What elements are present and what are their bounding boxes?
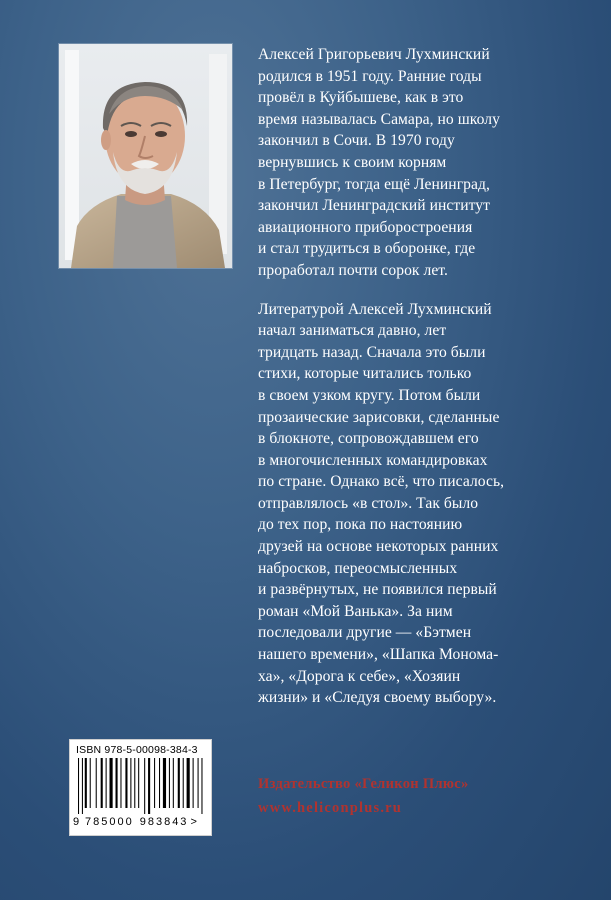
bio-line: прозаические зарисовки, сделанные	[258, 408, 500, 426]
barcode-arrow: >	[190, 816, 197, 828]
bio-line: до тех пор, пока по настоянию	[258, 516, 463, 534]
bio-line: по стране. Однако всё, что писалось,	[258, 473, 505, 491]
publisher-website: www.heliconplus.ru	[258, 800, 403, 816]
barcode-bar	[125, 758, 127, 808]
bio-line: тридцать назад. Сначала это были	[258, 343, 486, 361]
barcode-bar	[101, 758, 103, 808]
barcode-bar	[106, 758, 107, 808]
bio-line: Алексей Григорьевич Лухминский	[258, 46, 490, 63]
barcode-bar	[120, 758, 121, 808]
barcode-bar	[82, 758, 83, 814]
bio-line: в своем узком кругу. Потом были	[258, 386, 481, 404]
barcode-bar	[110, 758, 113, 808]
barcode-bar	[85, 758, 87, 808]
barcode-bar	[134, 758, 135, 808]
barcode-bar	[163, 758, 166, 808]
barcode-bar	[116, 758, 118, 808]
barcode-bar	[201, 758, 202, 814]
publisher-name: Издательство «Геликон Плюс»	[258, 776, 469, 792]
barcode-first-digit: 9	[73, 816, 80, 828]
barcode-bar	[154, 758, 155, 808]
bio-line: стихи, которые читались только	[258, 365, 472, 383]
bio-line: родился в 1951 году. Ранние годы	[258, 67, 482, 85]
barcode-bar	[178, 758, 180, 808]
barcode-bar	[78, 758, 79, 814]
bio-line: авиационного приборостроения	[258, 218, 473, 236]
bio-line: нашего времени», «Шапка Монома-	[258, 646, 499, 664]
biography-paragraph-2	[258, 299, 578, 709]
bio-line: в блокноте, сопровождавшем его	[258, 430, 479, 448]
barcode-group-1: 785000	[85, 816, 134, 828]
bio-line: набросков, переосмысленных	[258, 559, 458, 577]
bio-line: жизни» и «Следуя своему выбору».	[258, 689, 497, 707]
bio-line: роман «Мой Ванька». За ним	[258, 602, 453, 620]
bio-line: провёл в Куйбышеве, как в это	[258, 89, 464, 107]
publisher-info	[258, 772, 469, 820]
author-biography	[258, 44, 578, 709]
bio-line: последовали другие — «Бэтмен	[258, 624, 472, 642]
bio-line: в Петербург, тогда ещё Ленинград,	[258, 175, 490, 193]
bio-line: в многочисленных командировках	[258, 451, 488, 469]
bio-line: ха», «Дорога к себе», «Хозяин	[258, 667, 461, 685]
author-portrait-image	[59, 44, 232, 268]
barcode-bars	[76, 758, 204, 814]
barcode-bar	[173, 758, 174, 808]
bio-line: отправлялось «в стол». Так было	[258, 494, 479, 512]
barcode-digits	[70, 816, 211, 828]
bio-line: друзей на основе некоторых ранних	[258, 538, 499, 556]
bio-line: проработал почти сорок лет.	[258, 261, 448, 279]
bio-line: Литературой Алексей Лухминский	[258, 300, 492, 318]
barcode-bar	[148, 758, 150, 814]
barcode-bar	[193, 758, 194, 808]
bio-line: начал заниматься давно, лет	[258, 322, 447, 340]
isbn-number: ISBN 978-5-00098-384-3	[76, 744, 198, 756]
bio-line: и развёрнутых, не появился первый	[258, 581, 497, 599]
barcode-bar	[130, 758, 131, 808]
barcode-bar	[144, 758, 145, 814]
author-photo	[59, 44, 232, 268]
barcode-bar	[96, 758, 97, 808]
barcode-bar	[138, 758, 139, 808]
biography-paragraph-1	[258, 44, 578, 282]
isbn-barcode	[69, 739, 212, 836]
bio-line: вернувшись к своим корням	[258, 153, 447, 171]
barcode-bar	[90, 758, 91, 808]
bio-line: время называлась Самара, но школу	[258, 110, 500, 128]
barcode-group-2: 983843	[139, 816, 189, 828]
barcode-bar	[159, 758, 160, 808]
bio-line: закончил в Сочи. В 1970 году	[258, 132, 455, 150]
barcode-bar	[187, 758, 190, 808]
bio-line: закончил Ленинградский институт	[258, 197, 490, 215]
bio-line: и стал трудиться в оборонке, где	[258, 240, 476, 258]
barcode-bar	[183, 758, 184, 808]
barcode-bar	[169, 758, 170, 808]
barcode-bar	[198, 758, 199, 808]
